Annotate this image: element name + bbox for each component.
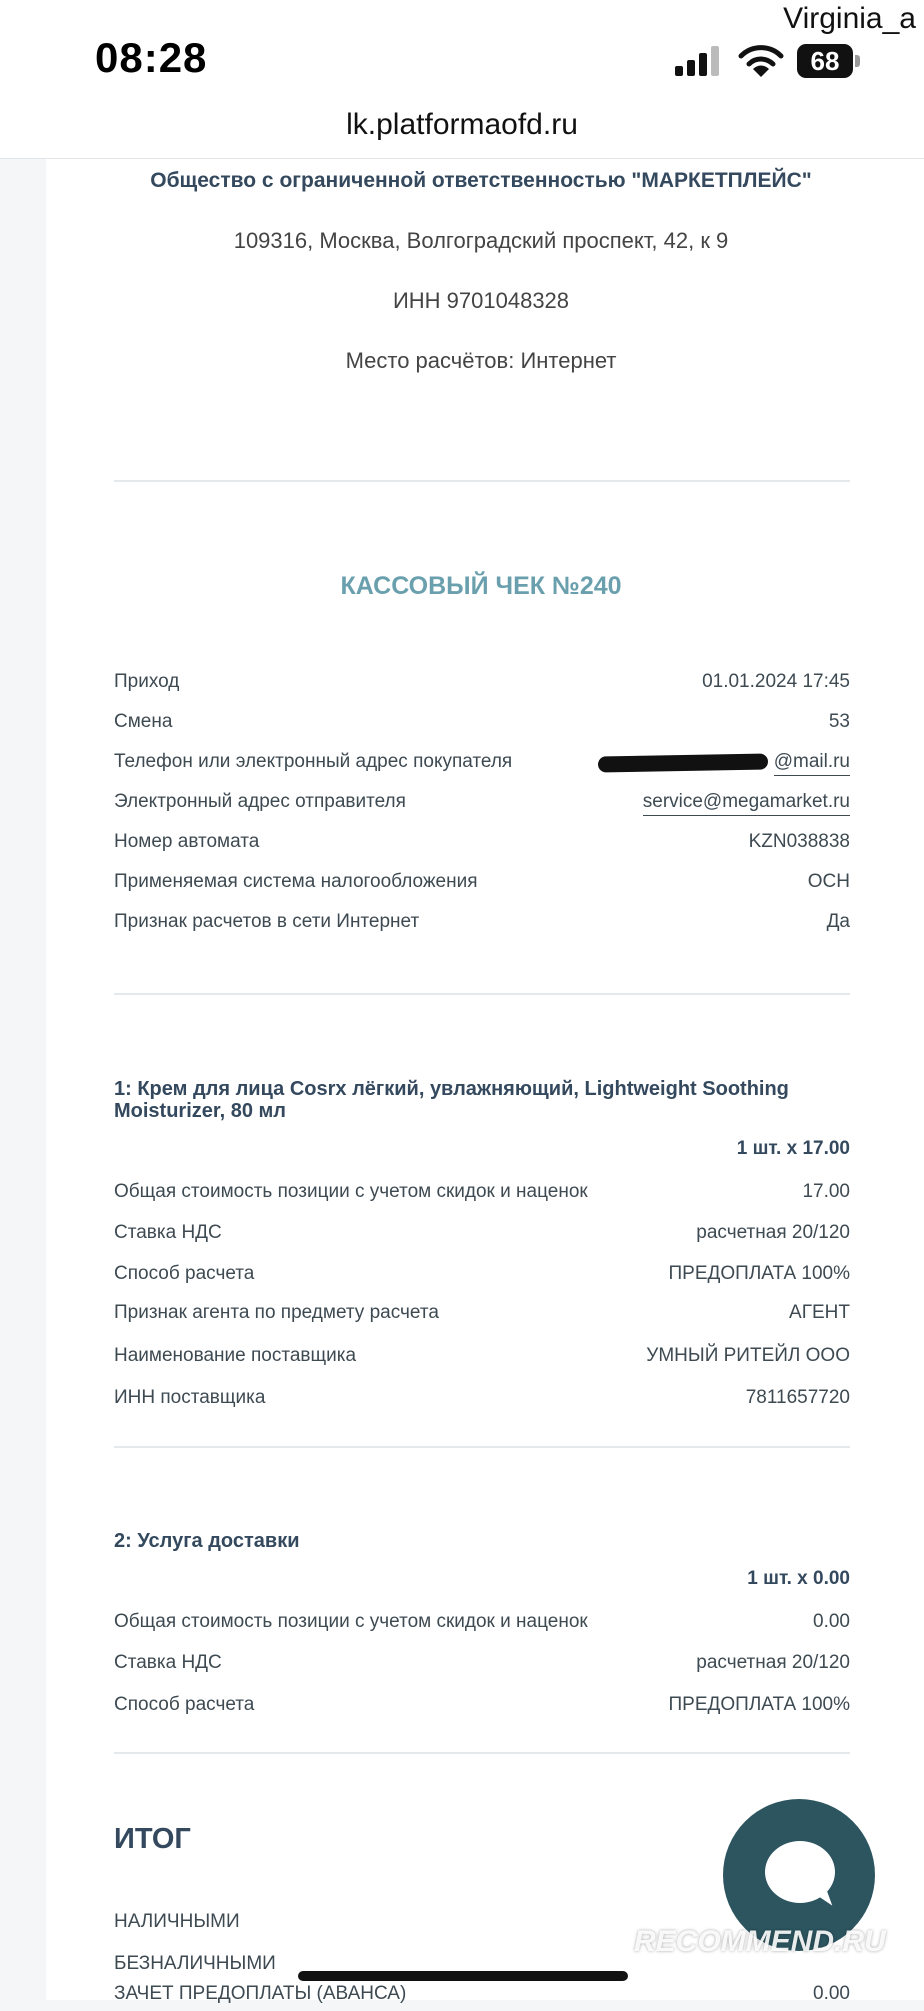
item-row-value: ПРЕДОПЛАТА 100% xyxy=(668,1694,850,1715)
status-bar xyxy=(0,0,924,110)
item-row-value: расчетная 20/120 xyxy=(696,1652,850,1673)
divider xyxy=(114,1752,850,1754)
item-row-value: АГЕНТ xyxy=(789,1302,850,1323)
status-time: 08:28 xyxy=(95,34,208,81)
totals-label: ЗАЧЕТ ПРЕДОПЛАТЫ (АВАНСА) xyxy=(114,1983,407,2004)
receipt-title: КАССОВЫЙ ЧЕК №240 xyxy=(340,572,622,600)
divider xyxy=(114,993,850,995)
item-row-label: Ставка НДС xyxy=(114,1222,222,1243)
item-quantity: 1 шт. x 17.00 xyxy=(736,1138,850,1159)
sender-email-link[interactable]: service@megamarket.ru xyxy=(643,791,850,816)
item-row xyxy=(114,1263,850,1291)
totals-value: 0.00 xyxy=(813,1983,850,2004)
item-row-value: ПРЕДОПЛАТА 100% xyxy=(668,1263,850,1284)
item-row xyxy=(114,1222,850,1250)
info-row-sender-email xyxy=(114,791,850,819)
item-row xyxy=(114,1181,850,1209)
item-row-value: 7811657720 xyxy=(745,1387,850,1408)
info-value: 01.01.2024 17:45 xyxy=(702,671,850,692)
info-row-tax-system xyxy=(114,871,850,899)
logo-icon xyxy=(600,1925,630,1955)
item-quantity: 1 шт. x 0.00 xyxy=(747,1568,850,1589)
info-label: Приход xyxy=(114,671,180,692)
info-value: KZN038838 xyxy=(748,831,850,852)
totals-title: ИТОГ xyxy=(114,1823,191,1855)
recommend-watermark: RECOMMEND.RU xyxy=(600,1925,886,1959)
info-label: Признак расчетов в сети Интернет xyxy=(114,911,420,932)
battery-level: 68 xyxy=(810,46,840,76)
item-row-label: Способ расчета xyxy=(114,1263,255,1284)
info-row-machine xyxy=(114,831,850,859)
info-label: Электронный адрес отправителя xyxy=(114,791,406,812)
divider xyxy=(114,1446,850,1448)
item-row-label: Общая стоимость позиции с учетом скидок и наценок xyxy=(114,1611,588,1632)
item-row-value: УМНЫЙ РИТЕЙЛ ООО xyxy=(646,1345,850,1366)
totals-row xyxy=(114,1983,850,2011)
home-indicator[interactable] xyxy=(298,1971,628,1981)
item-row xyxy=(114,1694,850,1722)
buyer-email-link[interactable]: @mail.ru xyxy=(774,751,850,776)
item-row-label: Наименование поставщика xyxy=(114,1345,357,1366)
item-title: 1: Крем для лица Cosrx лёгкий, увлажняющий, Lightweight Soothing Moisturizer, 80 мл xyxy=(114,1078,789,1122)
url-text[interactable]: lk.platformaofd.ru xyxy=(346,108,578,141)
organization-name: Общество с ограниченной ответственностью "МАРКЕТПЛЕЙС" xyxy=(150,169,812,192)
item-row xyxy=(114,1611,850,1639)
item-row-label: Способ расчета xyxy=(114,1694,255,1715)
item-row xyxy=(114,1387,850,1415)
info-value: ОСН xyxy=(807,871,850,892)
item-row-label: Общая стоимость позиции с учетом скидок и наценок xyxy=(114,1181,588,1202)
item-row xyxy=(114,1302,850,1330)
item-row-value: расчетная 20/120 xyxy=(696,1222,850,1243)
info-label: Телефон или электронный адрес покупателя xyxy=(114,751,513,772)
info-row-shift xyxy=(114,711,850,739)
item-row-value: 17.00 xyxy=(802,1181,850,1202)
signal-icon xyxy=(675,46,721,76)
item-title: 2: Услуга доставки xyxy=(114,1530,300,1552)
info-value: 53 xyxy=(828,711,850,732)
info-label: Применяемая система налогообложения xyxy=(114,871,478,892)
info-row-internet xyxy=(114,911,850,939)
info-label: Смена xyxy=(114,711,173,732)
info-label: Номер автомата xyxy=(114,831,260,852)
organization-inn: ИНН 9701048328 xyxy=(392,288,570,313)
totals-label: НАЛИЧНЫМИ xyxy=(114,1911,240,1932)
info-row-buyer-contact xyxy=(114,751,850,779)
browser-address-bar[interactable] xyxy=(0,100,924,159)
wifi-icon xyxy=(738,44,784,78)
receipt-card xyxy=(46,159,924,2004)
item-row-label: Ставка НДС xyxy=(114,1652,222,1673)
battery-icon xyxy=(797,44,861,78)
info-row-income xyxy=(114,671,850,699)
item-row xyxy=(114,1345,850,1373)
settlement-place: Место расчётов: Интернет xyxy=(345,348,617,373)
item-row-value: 0.00 xyxy=(813,1611,850,1632)
item-row-label: ИНН поставщика xyxy=(114,1387,266,1408)
divider xyxy=(114,480,850,482)
totals-label: БЕЗНАЛИЧНЫМИ xyxy=(114,1953,276,1974)
organization-address: 109316, Москва, Волгоградский проспект, 42, к 9 xyxy=(233,228,729,253)
redaction-scribble xyxy=(598,754,768,773)
username-watermark: Virginia_a xyxy=(783,2,916,35)
item-row-label: Признак агента по предмету расчета xyxy=(114,1302,439,1323)
item-row xyxy=(114,1652,850,1680)
info-value: Да xyxy=(826,911,850,932)
